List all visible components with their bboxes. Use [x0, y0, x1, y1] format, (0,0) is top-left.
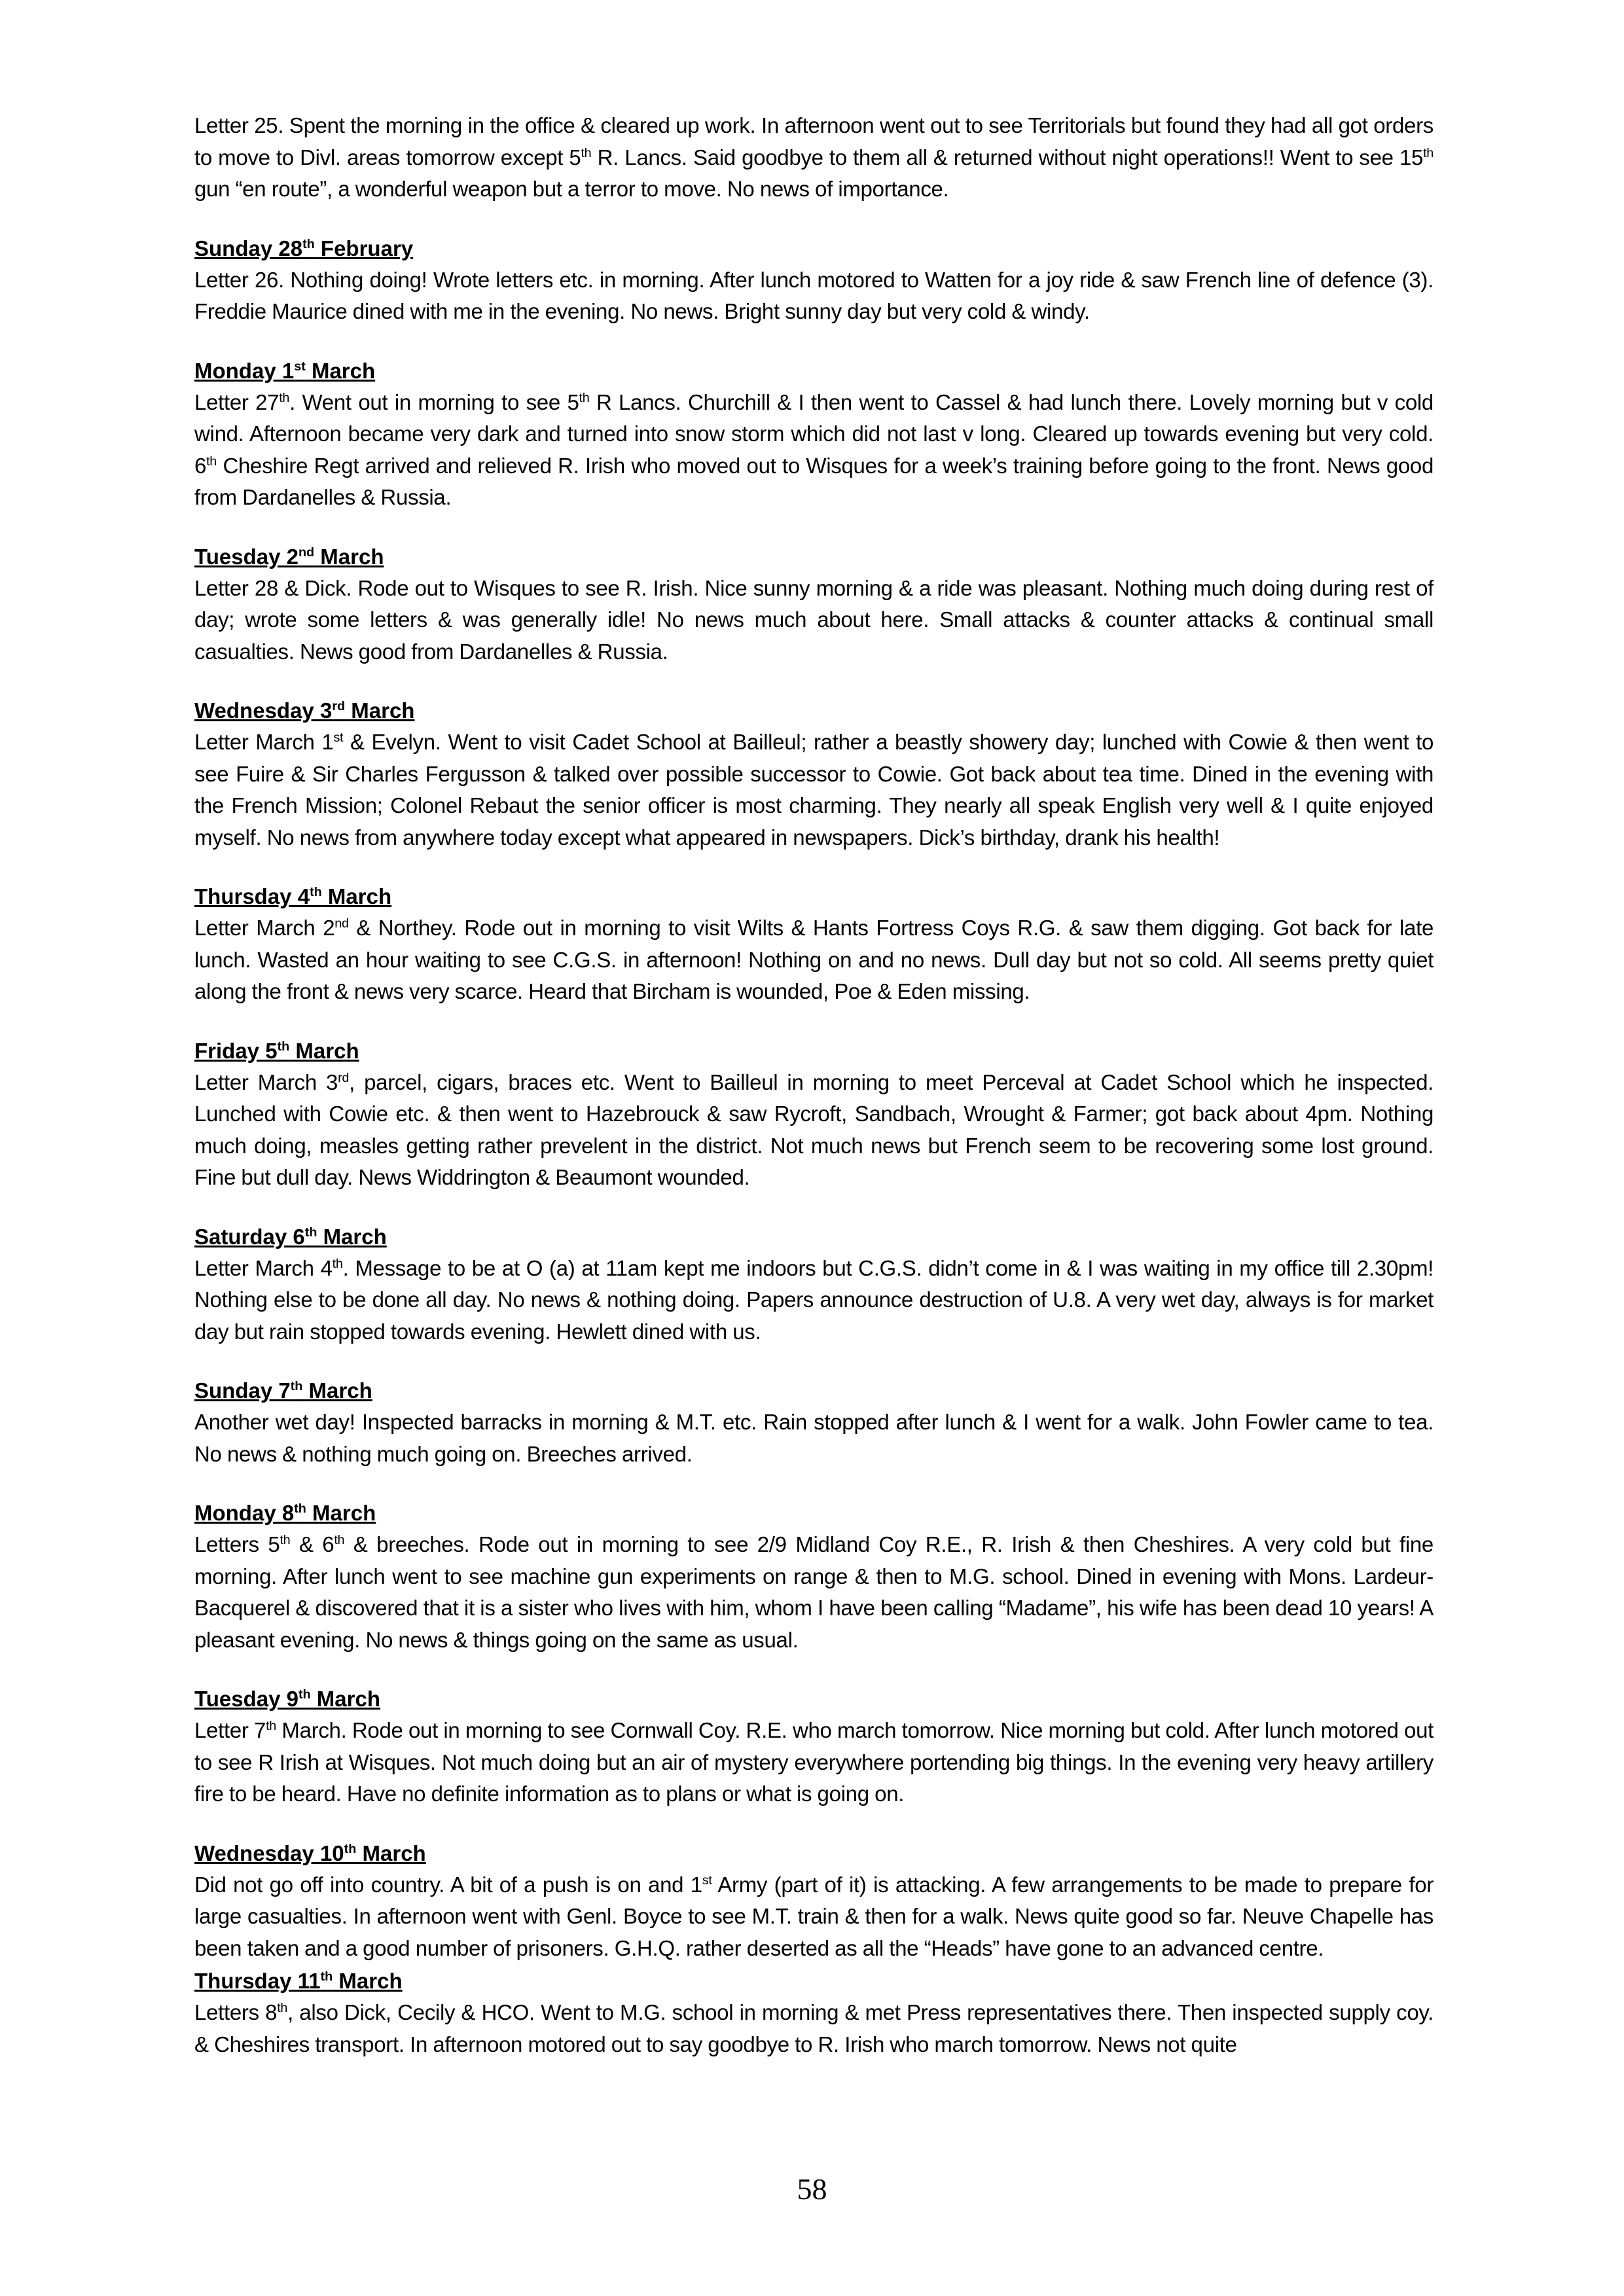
entry-heading: Saturday 6th March — [194, 1224, 387, 1249]
diary-entry-thu-11-mar — [194, 1965, 1434, 2060]
entry-heading: Sunday 28th February — [194, 236, 414, 260]
diary-entry-tue-9-mar — [194, 1683, 1434, 1810]
diary-entry-tue-2-mar — [194, 541, 1434, 668]
entry-text: Another wet day! Inspected barracks in morning & M.T. etc. Rain stopped after lunch & I went for a walk. John Fowler came to tea. No news & nothing much going on. Breeches arrived. — [194, 1410, 1434, 1466]
entry-heading: Tuesday 9th March — [194, 1687, 381, 1711]
entry-heading: Thursday 11th March — [194, 1969, 403, 1993]
entry-heading: Sunday 7th March — [194, 1378, 372, 1403]
diary-entry-thu-4-mar — [194, 881, 1434, 1008]
entry-text: Did not go off into country. A bit of a push is on and 1st Army (part of it) is attacking. A few arrangements to be made to prepare for large casualties. In afternoon went with Genl. Boyce to see M.T. train & then for a walk. News quite good so far. Neuve Chapelle has been taken and a good number of prisoners. G.H.Q. rather deserted as all the “Heads” have gone to an advanced centre. — [194, 1872, 1434, 1960]
entry-text: Letter 28 & Dick. Rode out to Wisques to see R. Irish. Nice sunny morning & a ride was pleasant. Nothing much doing during rest of day; wrote some letters & was generally idle! No news much about here. Small attacks & counter attacks & continual small casualties. News good from Dardanelles & Russia. — [194, 575, 1434, 664]
entry-text: Letter 7th March. Rode out in morning to see Cornwall Coy. R.E. who march tomorrow. Nice morning but cold. After lunch motored out to see R Irish at Wisques. Not much doing but an air of mystery everywhere portending big things. In the evening very heavy artillery fire to be heard. Have no definite information as to plans or what is going on. — [194, 1718, 1434, 1806]
entry-heading: Thursday 4th March — [194, 884, 392, 908]
entry-text: Letter 25. Spent the morning in the office & cleared up work. In afternoon went out to see Territorials but found they had all got orders to move to Divl. areas tomorrow except 5th R. Lancs. Said goodbye to them all & returned without night operations!! Went to see 15th gun “en route”, a wonderful weapon but a terror to move. No news of importance. — [194, 113, 1434, 201]
diary-entry-intro — [194, 110, 1434, 206]
diary-entry-mon-1-mar — [194, 355, 1434, 514]
entry-heading: Wednesday 10th March — [194, 1840, 426, 1865]
diary-entry-fri-5-mar — [194, 1035, 1434, 1194]
diary-entry-wed-3-mar — [194, 695, 1434, 853]
entry-heading: Monday 1st March — [194, 358, 376, 383]
diary-entry-sun-28-feb — [194, 233, 1434, 328]
page-number: 58 — [797, 2172, 827, 2206]
diary-entry-mon-8-mar — [194, 1498, 1434, 1656]
entry-heading: Monday 8th March — [194, 1501, 376, 1525]
entry-text: Letter March 4th. Message to be at O (a) at 11am kept me indoors but C.G.S. didn’t come in & I was waiting in my office till 2.30pm! Nothing else to be done all day. No news & nothing doing. Papers announce destruction of U.8. A very wet day, always is for market day but rain stopped towards evening. Hewlett dined with us. — [194, 1255, 1434, 1344]
diary-entry-sat-6-mar — [194, 1221, 1434, 1348]
entry-text: Letters 8th, also Dick, Cecily & HCO. Went to M.G. school in morning & met Press representatives there. Then inspected supply coy. & Cheshires transport. In afternoon motored out to say goodbye to R. Irish who march tomorrow. News not quite — [194, 2000, 1434, 2056]
entry-heading: Wednesday 3rd March — [194, 698, 415, 723]
entry-text: Letter March 3rd, parcel, cigars, braces etc. Went to Bailleul in morning to meet Perceval at Cadet School which he inspected. Lunched with Cowie etc. & then went to Hazebrouck & saw Rycroft, Sandbach, Wrought & Farmer; got back about 4pm. Nothing much doing, measles getting rather prevelent in the district. Not much news but French seem to be recovering some lost ground. Fine but dull day. News Widdrington & Beaumont wounded. — [194, 1069, 1434, 1189]
entry-text: Letter March 1st & Evelyn. Went to visit Cadet School at Bailleul; rather a beastly showery day; lunched with Cowie & then went to see Fuire & Sir Charles Fergusson & talked over possible successor to Cowie. Got back about tea time. Dined in the evening with the French Mission; Colonel Rebaut the senior officer is most charming. They nearly all speak English very well & I quite enjoyed myself. No news from anywhere today except what appeared in newspapers. Dick’s birthday, drank his health! — [194, 730, 1434, 850]
entry-text: Letter 26. Nothing doing! Wrote letters etc. in morning. After lunch motored to Watten for a joy ride & saw French line of defence (3). Freddie Maurice dined with me in the evening. No news. Bright sunny day but very cold & windy. — [194, 267, 1434, 323]
document-page — [194, 110, 1434, 2088]
entry-heading: Friday 5th March — [194, 1038, 359, 1063]
entry-text: Letter 27th. Went out in morning to see 5th R Lancs. Churchill & I then went to Cassel & had lunch there. Lovely morning but v cold wind. Afternoon became very dark and turned into snow storm which did not last v long. Cleared up towards evening but very cold. 6th Cheshire Regt arrived and relieved R. Irish who moved out to Wisques for a week’s training before going to the front. News good from Dardanelles & Russia. — [194, 389, 1434, 509]
diary-entry-wed-10-mar — [194, 1838, 1434, 1965]
diary-entry-sun-7-mar — [194, 1375, 1434, 1470]
entry-text: Letters 5th & 6th & breeches. Rode out in morning to see 2/9 Midland Coy R.E., R. Irish & then Cheshires. A very cold but fine morning. After lunch went to see machine gun experiments on range & then to M.G. school. Dined in evening with Mons. Lardeur-Bacquerel & discovered that it is a sister who lives with him, whom I have been calling “Madame”, his wife has been dead 10 years! A pleasant evening. No news & things going on the same as usual. — [194, 1532, 1434, 1652]
entry-heading: Tuesday 2nd March — [194, 544, 384, 569]
entry-text: Letter March 2nd & Northey. Rode out in morning to visit Wilts & Hants Fortress Coys R.G. & saw them digging. Got back for late lunch. Wasted an hour waiting to see C.G.S. in afternoon! Nothing on and no news. Dull day but not so cold. All seems pretty quiet along the front & news very scarce. Heard that Bircham is wounded, Poe & Eden missing. — [194, 916, 1434, 1003]
